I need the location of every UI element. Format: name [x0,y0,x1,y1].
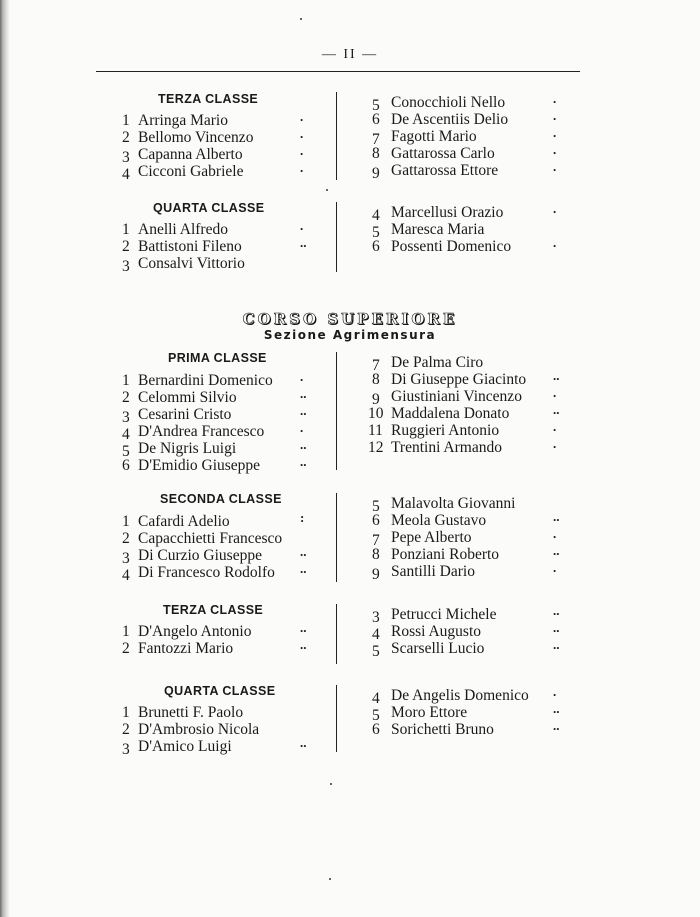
score-mark: . [553,125,557,140]
student-name: Consalvi Vittorio [138,255,245,272]
student-entry [372,495,516,515]
student-number: 11 [368,422,383,439]
student-name: Meola Gustavo [391,512,487,529]
score-mark: .. [553,718,560,733]
student-name: Giustiniani Vincenzo [391,388,522,405]
score-mark: .. [553,620,560,635]
student-entry [122,221,228,238]
student-name: Possenti Domenico [391,238,512,255]
score-mark: .. [300,544,307,559]
student-number: 6 [372,721,380,738]
course-subheading: Sezione Agrimensura [263,328,437,342]
student-name: Gattarossa Carlo [391,145,495,162]
class-title: SECONDA CLASSE [160,492,282,506]
score-mark: . [553,235,557,250]
student-name: Bellomo Vincenzo [138,129,254,146]
student-entry [122,238,242,255]
score-mark: . [553,526,557,541]
score-mark: .. [553,603,560,618]
score-mark: . [553,201,557,216]
score-mark: .. [300,637,307,652]
student-number: 7 [372,357,380,374]
student-entry [372,704,468,724]
student-entry [372,640,485,660]
student-number: 1 [122,221,130,238]
student-entry [122,547,262,567]
student-number: 4 [122,567,130,584]
class-title: QUARTA CLASSE [153,201,265,215]
student-number: 9 [372,566,380,583]
column-divider [336,92,337,180]
student-name: Arringa Mario [138,112,228,129]
student-entry [122,721,259,738]
student-number: 10 [368,405,384,422]
student-entry [372,371,526,388]
student-entry [122,406,232,426]
class-title: TERZA CLASSE [158,92,259,106]
student-name: Maddalena Donato [391,405,510,422]
student-entry [372,238,511,255]
student-entry [122,530,282,547]
score-mark: . [553,419,557,434]
student-number: 2 [122,721,130,738]
student-number: 2 [122,640,130,657]
student-name: D'Andrea Francesco [138,423,265,440]
score-mark: . [300,369,304,384]
column-divider [336,202,337,272]
student-number: 2 [122,238,130,255]
student-name: Cesarini Cristo [138,406,232,423]
student-number: 5 [372,97,380,114]
student-number: 1 [122,372,130,389]
student-entry [368,422,499,439]
student-number: 3 [122,409,130,426]
student-number: 5 [372,498,380,515]
student-number: 4 [372,207,380,224]
student-number: 3 [122,149,130,166]
student-entry [372,354,484,374]
student-name: Cafardi Adelio [138,513,230,530]
print-speck [326,189,328,191]
student-entry [372,546,499,563]
student-entry [372,529,472,549]
student-name: Battistoni Fileno [138,238,242,255]
student-name: D'Emidio Giuseppe [138,457,261,474]
student-number: 4 [372,626,380,643]
student-entry [122,513,230,530]
student-number: 3 [122,550,130,567]
student-name: Cicconi Gabriele [138,163,244,180]
student-entry [122,255,245,275]
student-number: 6 [372,512,380,529]
page-number: — II — [321,47,379,62]
student-name: Trentini Armando [391,439,502,456]
student-name: Santilli Dario [391,563,475,580]
column-divider [336,352,337,470]
student-name: Fantozzi Mario [138,640,234,657]
page-binding-edge [0,0,10,917]
student-number: 6 [122,457,130,474]
course-heading: CORSO SUPERIORE [242,310,458,328]
student-name: Marcellusi Orazio [391,204,504,221]
student-number: 9 [372,165,380,182]
score-mark: . [300,420,304,435]
student-number: 4 [122,166,130,183]
score-mark: .. [300,735,307,750]
score-mark: . [300,160,304,175]
student-number: 1 [122,623,130,640]
score-mark: .. [553,701,560,716]
student-name: De Ascentiis Delio [391,111,509,128]
score-mark: .. [553,543,560,558]
student-name: D'Angelo Antonio [138,623,252,640]
student-name: D'Amico Luigi [138,738,232,755]
student-name: Maresca Maria [391,221,485,238]
score-mark: .. [553,509,560,524]
class-title: QUARTA CLASSE [164,684,276,698]
student-name: Ruggieri Antonio [391,422,500,439]
student-name: Sorichetti Bruno [391,721,494,738]
student-name: Di Curzio Giuseppe [138,547,262,564]
student-number: 2 [122,129,130,146]
student-entry [122,738,232,758]
student-number: 8 [372,371,380,388]
student-entry [372,94,506,114]
student-entry [372,606,497,626]
student-entry [372,623,482,643]
student-number: 6 [372,111,380,128]
score-mark: . [300,218,304,233]
student-name: Brunetti F. Paolo [138,704,244,721]
student-name: Conocchioli Nello [391,94,506,111]
student-name: Pepe Alberto [391,529,472,546]
student-number: 8 [372,145,380,162]
student-number: 2 [122,530,130,547]
student-number: 6 [372,238,380,255]
student-number: 8 [372,546,380,563]
student-number: 12 [368,439,384,456]
student-entry [122,146,243,166]
student-entry [372,145,495,162]
score-mark: .. [300,561,307,576]
score-mark: . [300,109,304,124]
score-mark: .. [553,368,560,383]
student-name: Di Francesco Rodolfo [138,564,275,581]
score-mark: . [553,159,557,174]
student-number: 5 [372,224,380,241]
score-mark: .. [300,437,307,452]
score-mark: : [300,510,305,525]
student-number: 2 [122,389,130,406]
print-speck [329,878,331,880]
student-entry [122,163,244,183]
student-entry [368,439,502,456]
student-name: Ponziani Roberto [391,546,500,563]
student-entry [122,389,237,406]
student-entry [372,388,522,408]
score-mark: .. [300,454,307,469]
student-name: Gattarossa Ettore [391,162,499,179]
column-divider [336,685,337,752]
class-title: TERZA CLASSE [163,603,264,617]
student-name: Malavolta Giovanni [391,495,516,512]
student-name: Scarselli Lucio [391,640,485,657]
student-number: 5 [372,707,380,724]
student-number: 7 [372,532,380,549]
print-speck [330,783,332,785]
student-name: Celommi Silvio [138,389,237,406]
student-entry [122,112,228,129]
student-entry [372,221,485,241]
score-mark: .. [300,620,307,635]
score-mark: . [300,143,304,158]
student-entry [372,687,529,707]
student-number: 1 [122,704,130,721]
student-entry [372,721,494,738]
student-name: Rossi Augusto [391,623,482,640]
student-name: De Nigris Luigi [138,440,237,457]
student-name: De Angelis Domenico [391,687,529,704]
score-mark: . [553,560,557,575]
score-mark: . [553,108,557,123]
student-number: 1 [122,112,130,129]
student-entry [122,372,273,389]
student-entry [122,440,237,460]
student-name: Anelli Alfredo [138,221,228,238]
score-mark: .. [553,637,560,652]
student-number: 4 [122,426,130,443]
class-title: PRIMA CLASSE [168,351,267,365]
score-mark: . [553,142,557,157]
score-mark: .. [300,386,307,401]
score-mark: . [300,126,304,141]
score-mark: . [553,385,557,400]
student-entry [372,111,508,128]
student-number: 1 [122,513,130,530]
student-entry [372,204,504,224]
score-mark: .. [300,403,307,418]
student-name: Di Giuseppe Giacinto [391,371,527,388]
student-entry [372,512,486,529]
student-entry [368,405,509,422]
student-entry [122,457,260,474]
student-entry [122,640,233,657]
student-entry [372,128,477,148]
score-mark: .. [553,402,560,417]
print-speck [300,18,302,20]
header-rule [96,71,580,72]
student-name: De Palma Ciro [391,354,484,371]
score-mark: . [553,684,557,699]
student-entry [122,623,251,640]
column-divider [336,493,337,582]
score-mark: .. [300,235,307,250]
student-name: Capacchietti Francesco [138,530,283,547]
student-entry [122,129,253,146]
student-name: D'Ambrosio Nicola [138,721,260,738]
student-entry [122,423,265,443]
student-number: 7 [372,131,380,148]
score-mark: . [553,91,557,106]
student-number: 3 [122,258,130,275]
student-name: Fagotti Mario [391,128,477,145]
student-name: Moro Ettore [391,704,468,721]
student-name: Petrucci Michele [391,606,497,623]
student-entry [122,564,275,584]
student-entry [122,704,243,721]
student-number: 5 [122,443,130,460]
score-mark: . [553,436,557,451]
column-divider [336,604,337,664]
student-name: Bernardini Domenico [138,372,273,389]
student-number: 4 [372,690,380,707]
student-entry [372,162,499,182]
student-number: 3 [122,741,130,758]
student-name: Capanna Alberto [138,146,243,163]
student-number: 5 [372,643,380,660]
student-entry [372,563,475,583]
student-number: 9 [372,391,380,408]
student-number: 3 [372,609,380,626]
